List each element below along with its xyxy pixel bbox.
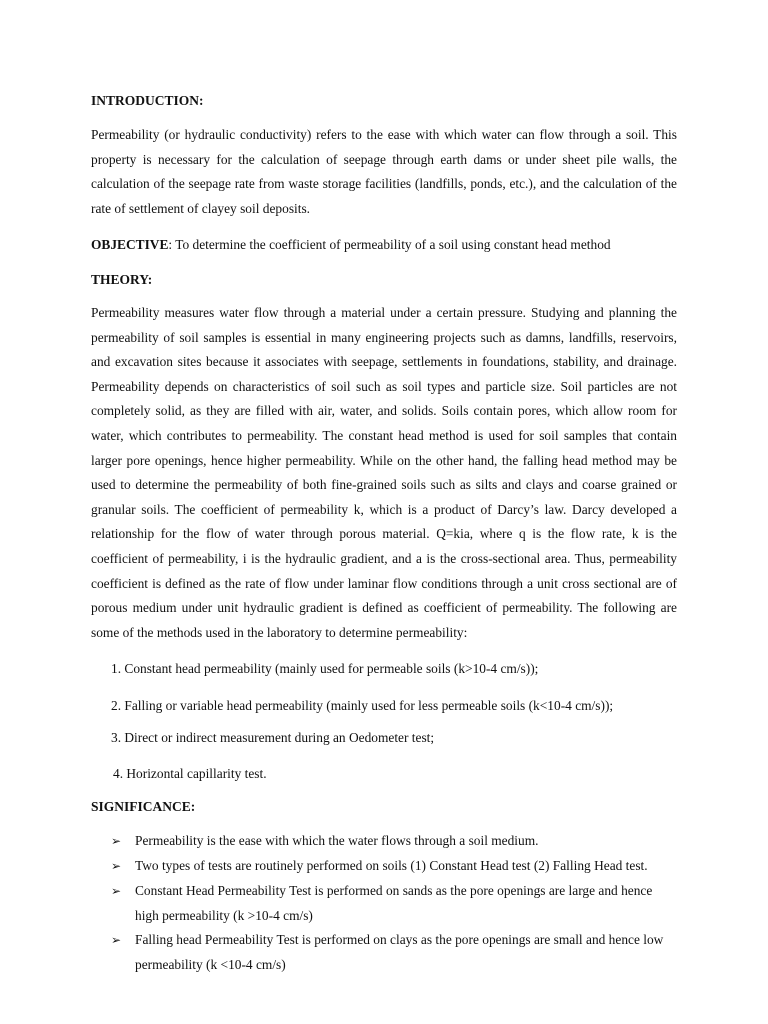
method-item-2: 2. Falling or variable head permeability (mainly used for less permeable soils (k<10-4 cm/s)); bbox=[111, 698, 614, 713]
method-item-4: 4. Horizontal capillarity test. bbox=[113, 766, 267, 781]
significance-item bbox=[111, 879, 677, 928]
arrow-bullet-icon: ➢ bbox=[111, 884, 122, 898]
significance-item-text: Constant Head Permeability Test is performed on sands as the pore openings are large and hence high permeability (k >10-4 cm/s) bbox=[135, 883, 653, 923]
significance-item-text: Falling head Permeability Test is performed on clays as the pore openings are small and hence low permeability (k <10-4 cm/s) bbox=[135, 932, 664, 972]
theory-heading: THEORY: bbox=[91, 272, 153, 287]
arrow-bullet-icon: ➢ bbox=[111, 933, 122, 947]
arrow-bullet-icon: ➢ bbox=[111, 859, 122, 873]
significance-item bbox=[111, 854, 677, 879]
theory-paragraph: Permeability measures water flow through a material under a certain pressure. Studying and planning the permeability of soil samples is essential in many engineering projects such as damns, landfills, reservoirs, and excavation sites because it associates with seepage, settlements in foundations, stability, and drainage. Permeability depends on characteristics of soil such as soil types and particle size. Soil particles are not completely solid, as they are filled with air, water, and solids. Soils contain pores, which allow room for water, which contributes to permeability. The constant head method is used for soil samples that contain larger pore openings, hence higher permeability. While on the other hand, the falling head method may be used to determine the permeability of both fine-grained soils such as silts and clays and coarse grained or granular soils. The coefficient of permeability k, which is a product of Darcy’s law. Darcy developed a relationship for the flow of water through porous material. Q=kia, where q is the flow rate, k is the coefficient of permeability, i is the hydraulic gradient, and a is the cross-sectional area. Thus, permeability coefficient is defined as the rate of flow under laminar flow conditions through a unit cross sectional are of porous medium under unit hydraulic gradient is defined as coefficient of permeability. The following are some of the methods used in the laboratory to determine permeability: bbox=[91, 305, 677, 640]
objective-text: : To determine the coefficient of permeability of a soil using constant head method bbox=[168, 237, 611, 252]
introduction-heading: INTRODUCTION: bbox=[91, 93, 204, 108]
objective-label: OBJECTIVE bbox=[91, 237, 169, 252]
introduction-paragraph: Permeability (or hydraulic conductivity) refers to the ease with which water can flow through a soil. This property is necessary for the calculation of seepage through earth dams or under sheet pile walls, the calculation of the seepage rate from waste storage facilities (landfills, ponds, etc.), and the calculation of the rate of settlement of clayey soil deposits. bbox=[91, 127, 677, 216]
significance-item-text: Two types of tests are routinely performed on soils (1) Constant Head test (2) Falling Head test. bbox=[135, 858, 648, 873]
significance-item bbox=[111, 928, 677, 977]
significance-item-text: Permeability is the ease with which the water flows through a soil medium. bbox=[135, 833, 539, 848]
significance-heading: SIGNIFICANCE: bbox=[91, 799, 196, 814]
significance-item bbox=[111, 829, 677, 854]
method-item-1: 1. Constant head permeability (mainly used for permeable soils (k>10-4 cm/s)); bbox=[111, 661, 539, 676]
objective-line bbox=[91, 235, 611, 255]
arrow-bullet-icon: ➢ bbox=[111, 834, 122, 848]
method-item-3: 3. Direct or indirect measurement during an Oedometer test; bbox=[111, 730, 435, 745]
